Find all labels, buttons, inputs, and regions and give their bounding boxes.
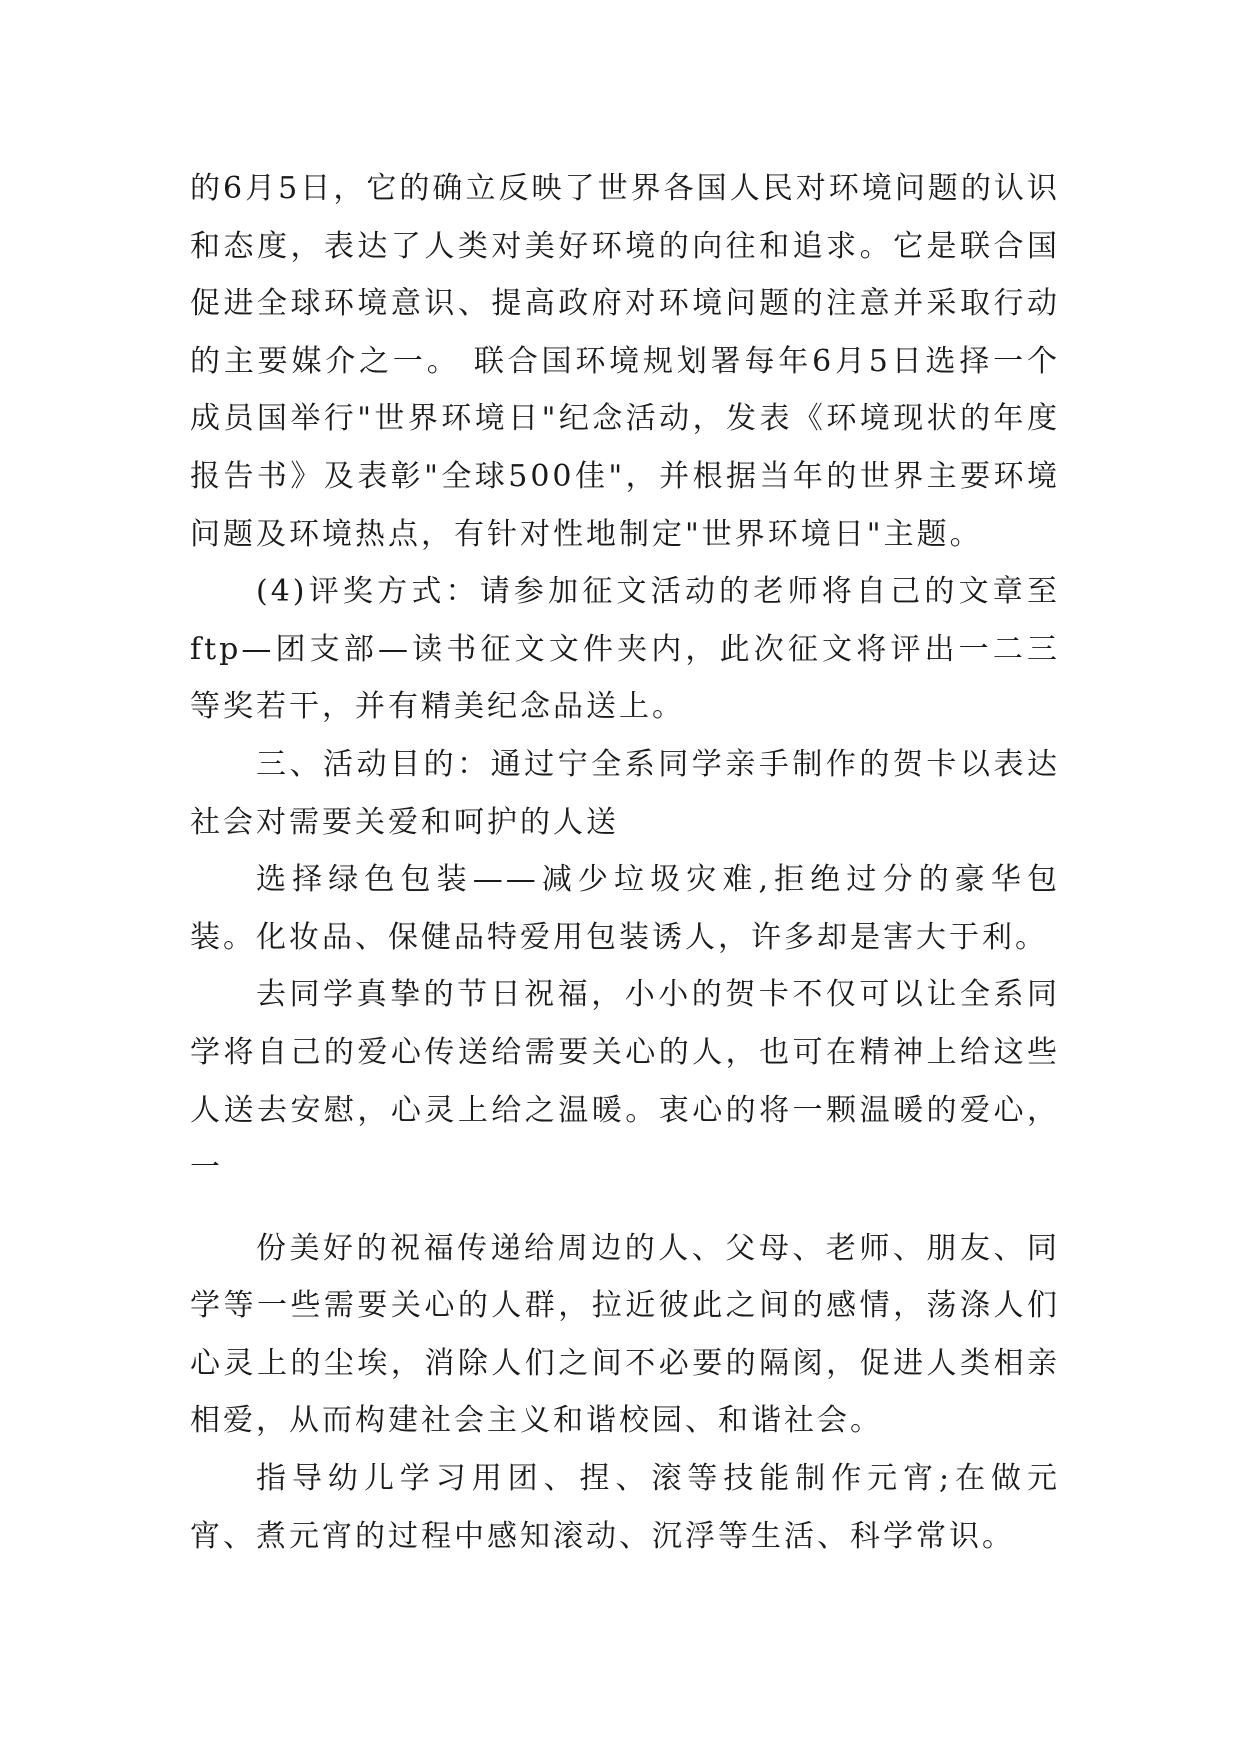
paragraph-yuanxiao-guidance: 指导幼儿学习用团、捏、滚等技能制作元宵;在做元宵、煮元宵的过程中感知滚动、沉浮等生活、科学常识。 — [190, 1461, 1060, 1554]
paragraph-spread-blessings: 份美好的祝福传递给周边的人、父母、老师、朋友、同学等一些需要关心的人群，拉近彼此之间的感情，荡涤人们心灵上的尘埃，消除人们之间不必要的隔阂，促进人类相亲相爱，从而构建社会主义和谐校园、和谐社会。 — [190, 1230, 1060, 1439]
document-body — [190, 160, 1060, 1565]
paragraph-holiday-wishes: 去同学真挚的节日祝福，小小的贺卡不仅可以让全系同学将自己的爱心传送给需要关心的人，也可在精神上给这些人送去安慰，心灵上给之温暖。衷心的将一颗温暖的爱心，一 — [190, 977, 1060, 1186]
paragraph-award-method: (4)评奖方式：请参加征文活动的老师将自己的文章至ftp—团支部—读书征文文件夹内，此次征文将评出一二三等奖若干，并有精美纪念品送上。 — [190, 574, 1060, 725]
paragraph-activity-purpose: 三、活动目的：通过宁全系同学亲手制作的贺卡以表达社会对需要关爱和呵护的人送 — [190, 746, 1060, 840]
paragraph-environment-day: 的6月5日，它的确立反映了世界各国人民对环境问题的认识和态度，表达了人类对美好环境的向往和追求。它是联合国促进全球环境意识、提高政府对环境问题的注意并采取行动的主要媒介之一。 联合国环境规划署每年6月5日选择一个成员国举行"世界环境日"纪念活动，发表《环境现状的年度报告书》及表彰"全球500佳"，并根据当年的世界主要环境问题及环境热点，有针对性地制定"世界环境日"主题。 — [190, 171, 1060, 552]
paragraph-green-packaging: 选择绿色包装——减少垃圾灾难,拒绝过分的豪华包装。化妆品、保健品特爱用包装诱人，许多却是害大于利。 — [190, 862, 1060, 955]
